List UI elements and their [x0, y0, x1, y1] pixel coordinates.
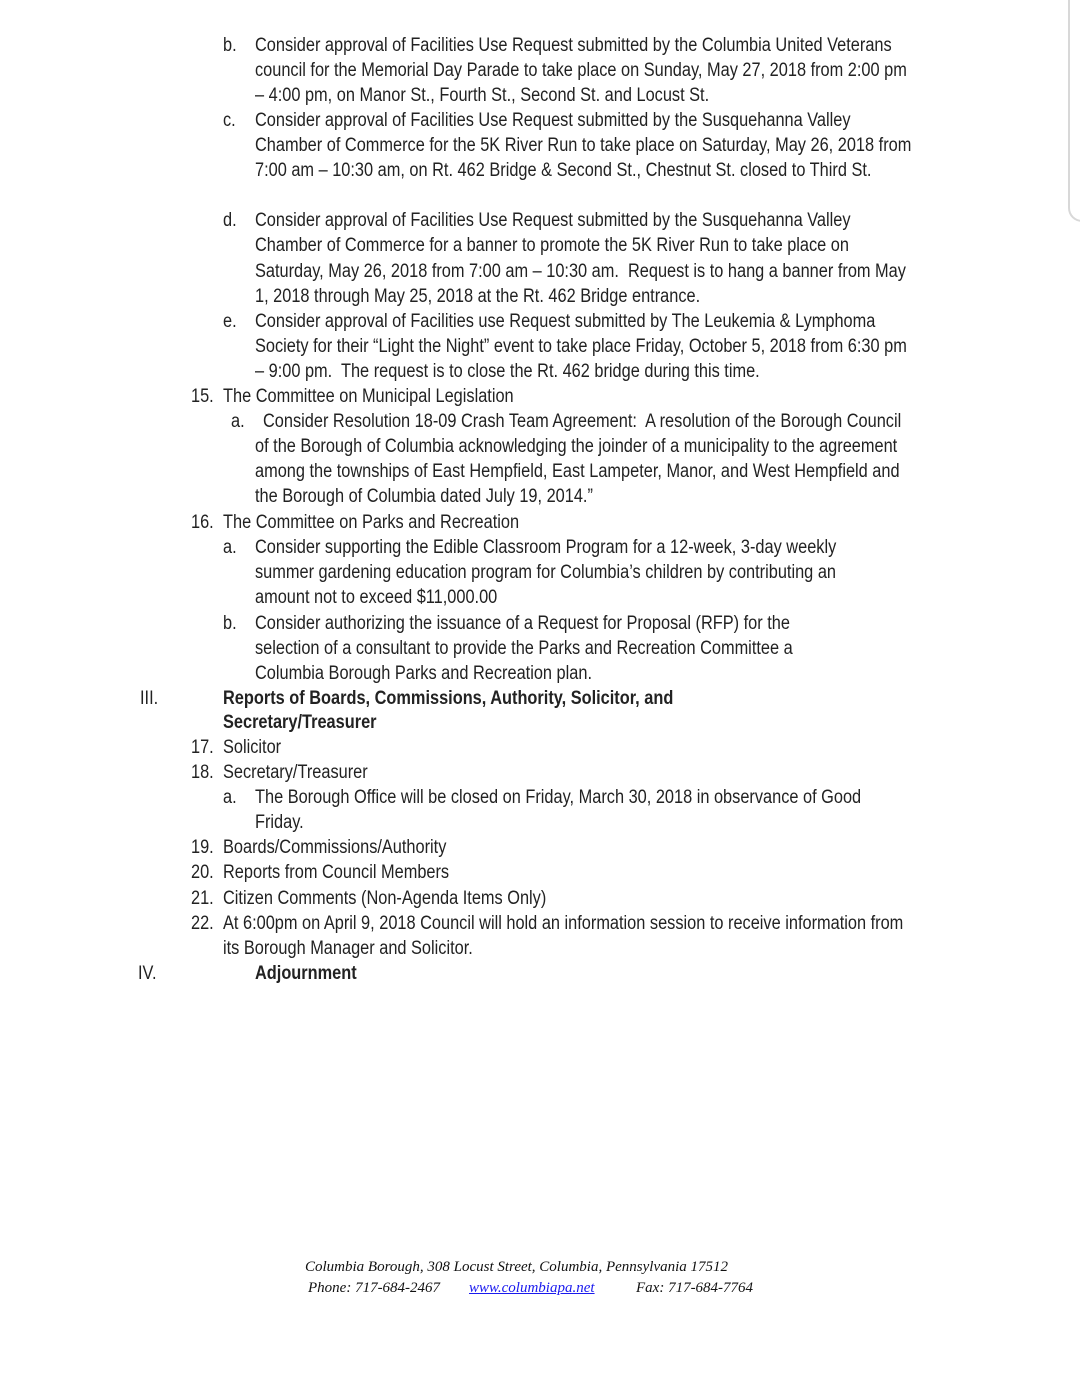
item-b-line: – 4:00 pm, on Manor St., Fourth St., Second St. and Locust St.: [255, 85, 710, 106]
item-number: 21.: [191, 888, 214, 909]
item-e-line: – 9:00 pm. The request is to close the Rt. 462 bridge during this time.: [255, 361, 760, 382]
item-heading: Citizen Comments (Non-Agenda Items Only): [223, 888, 547, 909]
item-number: 16.: [191, 512, 214, 533]
item-22-line: its Borough Manager and Solicitor.: [223, 938, 473, 959]
item-18a-line: Friday.: [255, 812, 304, 833]
item-15a-line: of the Borough of Columbia acknowledging the joinder of a municipality to the agreement: [255, 436, 898, 457]
item-d-line: Chamber of Commerce for a banner to promote the 5K River Run to take place on: [255, 235, 849, 256]
item-heading: Secretary/Treasurer: [223, 762, 368, 783]
item-d-line: Consider approval of Facilities Use Request submitted by the Susquehanna Valley: [255, 210, 851, 231]
item-number: 22.: [191, 913, 214, 934]
item-22-line: At 6:00pm on April 9, 2018 Council will hold an information session to receive information from: [223, 913, 904, 934]
item-15a-line: among the townships of East Hempfield, East Lampeter, Manor, and West Hempfield and: [255, 461, 900, 482]
item-e-line: Society for their “Light the Night” event to take place Friday, October 5, 2018 from 6:30 pm: [255, 336, 907, 357]
footer-website-link[interactable]: www.columbiapa.net: [469, 1280, 595, 1296]
item-e-line: Consider approval of Facilities use Request submitted by The Leukemia & Lymphoma: [255, 311, 876, 332]
item-marker: d.: [223, 210, 237, 231]
item-16b-line: selection of a consultant to provide the Parks and Recreation Committee a: [255, 638, 793, 659]
item-b-line: council for the Memorial Day Parade to take place on Sunday, May 27, 2018 from 2:00 pm: [255, 60, 907, 81]
page-edge-divider: [1068, 0, 1080, 222]
section-title: Reports of Boards, Commissions, Authority, Solicitor, and: [223, 688, 674, 709]
item-marker: c.: [223, 110, 236, 131]
item-marker: b.: [223, 613, 237, 634]
item-16a-line: amount not to exceed $11,000.00: [255, 587, 498, 608]
item-15a-line: Consider Resolution 18-09 Crash Team Agreement: A resolution of the Borough Council: [263, 411, 902, 432]
committee-heading: The Committee on Parks and Recreation: [223, 512, 520, 533]
item-number: 19.: [191, 837, 214, 858]
item-number: 17.: [191, 737, 214, 758]
item-number: 20.: [191, 862, 214, 883]
section-numeral: III.: [140, 688, 159, 709]
section-numeral: IV.: [138, 963, 157, 984]
item-number: 15.: [191, 386, 214, 407]
item-heading: Reports from Council Members: [223, 862, 450, 883]
item-d-line: 1, 2018 through May 25, 2018 at the Rt. 462 Bridge entrance.: [255, 286, 701, 307]
item-marker: a.: [231, 411, 245, 432]
footer-fax: Fax: 717-684-7764: [636, 1280, 754, 1296]
item-b-line: Consider approval of Facilities Use Request submitted by the Columbia United Veterans: [255, 35, 892, 56]
committee-heading: The Committee on Municipal Legislation: [223, 386, 514, 407]
item-marker: a.: [223, 787, 237, 808]
item-d-line: Saturday, May 26, 2018 from 7:00 am – 10:30 am. Request is to hang a banner from May: [255, 261, 906, 282]
item-number: 18.: [191, 762, 214, 783]
footer-address: Columbia Borough, 308 Locust Street, Columbia, Pennsylvania 17512: [305, 1259, 729, 1275]
section-title: Adjournment: [255, 963, 357, 984]
item-c-line: Chamber of Commerce for the 5K River Run to take place on Saturday, May 26, 2018 from: [255, 135, 912, 156]
item-marker: e.: [223, 311, 237, 332]
item-16a-line: summer gardening education program for Columbia’s children by contributing an: [255, 562, 836, 583]
item-heading: Boards/Commissions/Authority: [223, 837, 447, 858]
item-16a-line: Consider supporting the Edible Classroom Program for a 12-week, 3-day weekly: [255, 537, 837, 558]
item-16b-line: Consider authorizing the issuance of a Request for Proposal (RFP) for the: [255, 613, 790, 634]
footer-phone: Phone: 717-684-2467: [308, 1280, 441, 1296]
section-title: Secretary/Treasurer: [223, 712, 377, 733]
item-c-line: 7:00 am – 10:30 am, on Rt. 462 Bridge & Second St., Chestnut St. closed to Third St.: [255, 160, 872, 181]
item-16b-line: Columbia Borough Parks and Recreation plan.: [255, 663, 592, 684]
item-15a-line: the Borough of Columbia dated July 19, 2014.”: [255, 486, 593, 507]
item-18a-line: The Borough Office will be closed on Friday, March 30, 2018 in observance of Good: [255, 787, 862, 808]
item-marker: b.: [223, 35, 237, 56]
item-c-line: Consider approval of Facilities Use Request submitted by the Susquehanna Valley: [255, 110, 851, 131]
item-heading: Solicitor: [223, 737, 282, 758]
item-marker: a.: [223, 537, 237, 558]
